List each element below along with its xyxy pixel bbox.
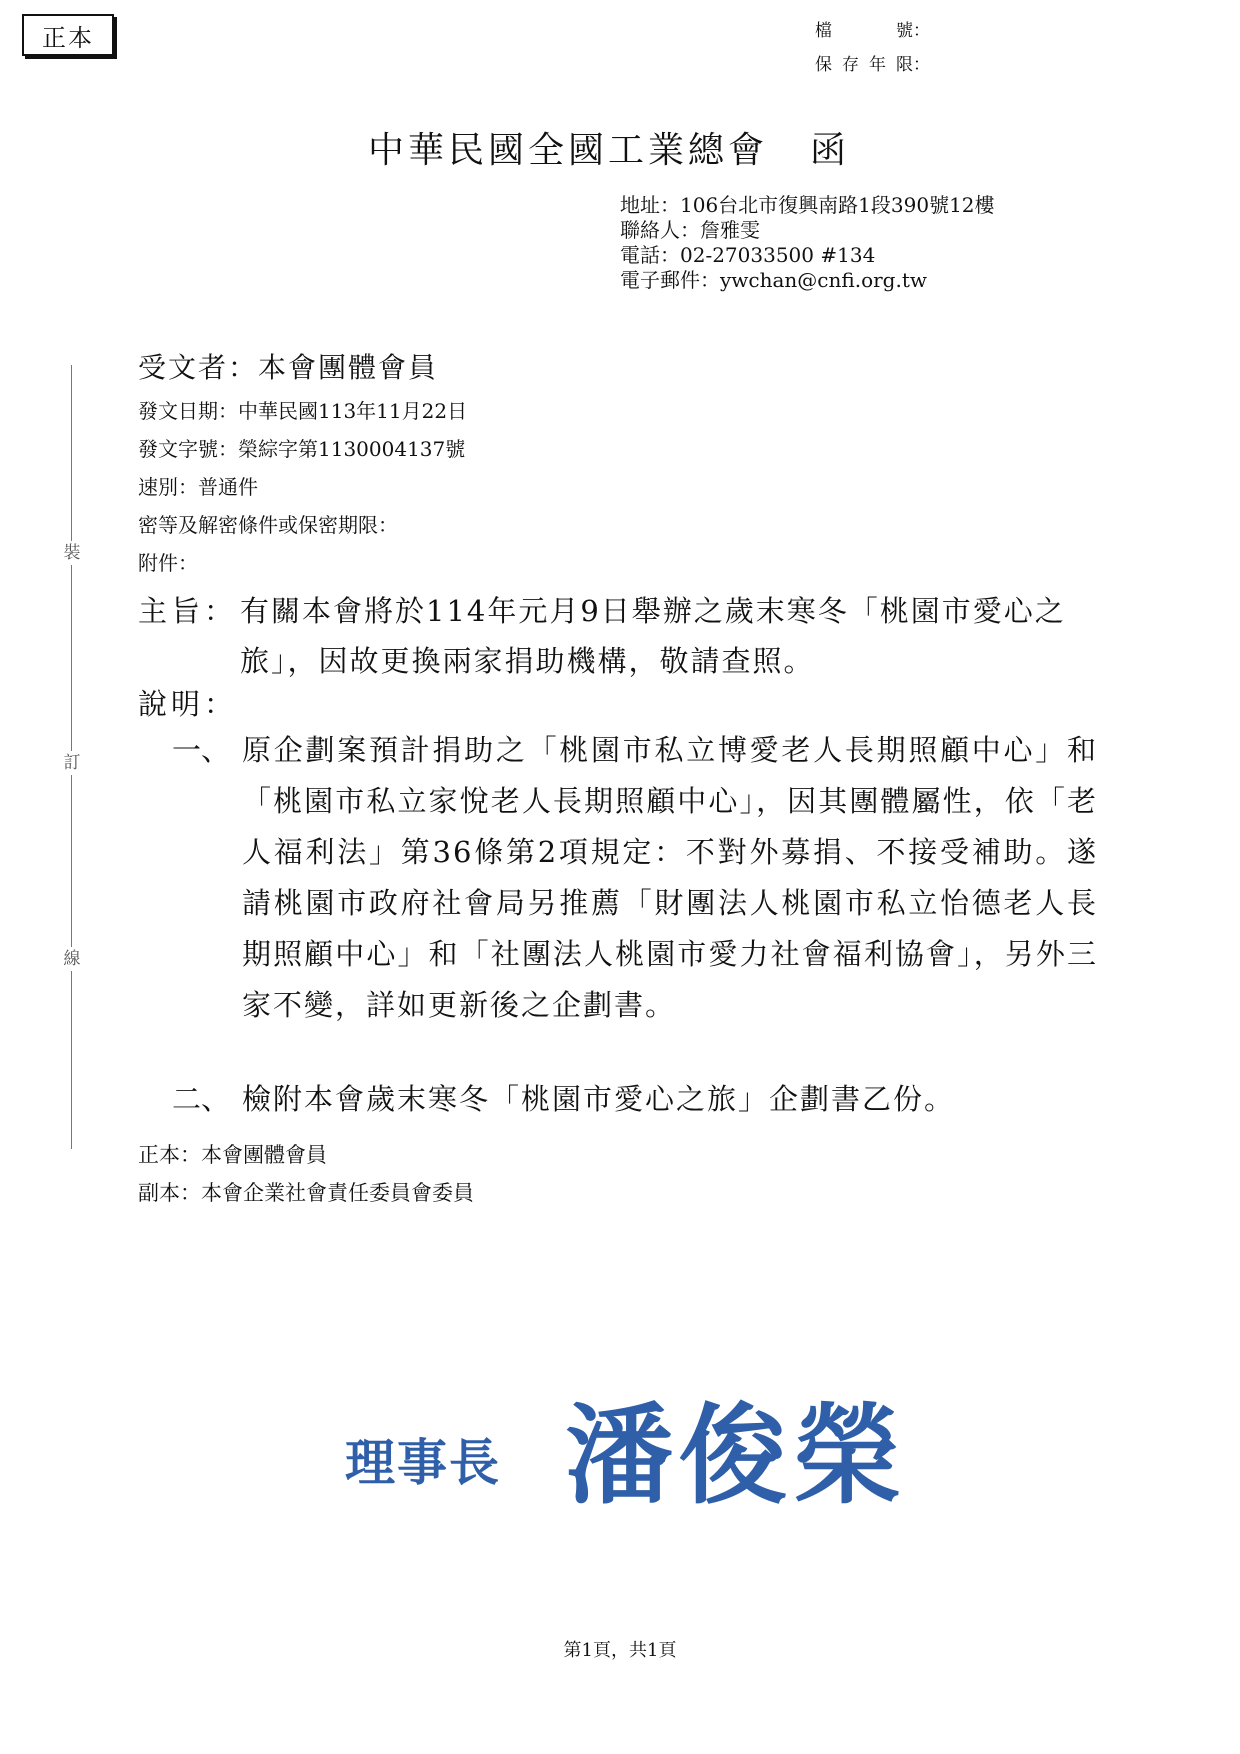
document-title <box>368 122 850 173</box>
organization-name: 中華民國全國工業總會 <box>368 130 769 171</box>
retention-period-label: 保存年限 <box>815 55 913 75</box>
file-meta: 檔 號 ： 保存年限 ： <box>815 14 933 82</box>
binding-mark-bind: 裝 <box>60 541 84 565</box>
binding-line <box>60 365 84 1149</box>
delivery-speed: 速別：普通件 <box>138 475 258 499</box>
issue-date: 發文日期：中華民國113年11月22日 <box>138 399 468 423</box>
original-copy-recipients: 正本：本會團體會員 <box>138 1143 327 1167</box>
item-text: 檢附本會歲末寒冬「桃園市愛心之旅」企劃書乙份。 <box>242 1082 956 1116</box>
document-type: 函 <box>810 130 851 171</box>
svg-text:潘俊榮: 潘俊榮 <box>564 1393 908 1515</box>
binding-mark-line: 線 <box>60 947 84 971</box>
attachments: 附件： <box>138 551 198 575</box>
duplicate-copy-recipients: 副本：本會企業社會責任委員會委員 <box>138 1181 474 1205</box>
explanation-label: 說明： <box>138 687 238 721</box>
contact-block <box>620 193 995 293</box>
subject-text: 有關本會將於114年元月9日舉辦之歲末寒冬「桃園市愛心之旅」，因故更換兩家捐助機構，敬請查照。 <box>240 594 1066 678</box>
binding-mark-staple: 訂 <box>60 751 84 775</box>
subject-label: 主旨： <box>138 594 238 628</box>
item-text: 原企劃案預計捐助之「桃園市私立博愛老人長期照顧中心」和「桃園市私立家悅老人長期照顧中心」，因其團體屬性，依「老人福利法」第36條第2項規定：不對外募捐、不接受補助。遂請桃園市政府社會局另推薦「財團法人桃園市私立怡德老人長期照顧中心」和「社團法人桃園市愛力社會福利協會」，另外三家不變，詳如更新後之企劃書。 <box>242 733 1098 1022</box>
document-meta <box>138 392 467 582</box>
subject-section <box>138 586 1098 686</box>
signature-title: 理事長 <box>345 1433 501 1492</box>
chairman-signature <box>345 1385 935 1515</box>
contact-person: 聯絡人：詹雅雯 <box>620 218 760 242</box>
security-level: 密等及解密條件或保密期限： <box>138 513 398 537</box>
file-number-label: 檔 號 <box>815 21 913 41</box>
contact-address: 地址：106台北市復興南路1段390號12樓 <box>620 193 995 217</box>
stamp-label: 正本 <box>42 23 94 52</box>
explanation-item <box>172 725 1098 1031</box>
explanation-item <box>172 1074 1098 1125</box>
contact-email: 電子郵件：ywchan@cnfi.org.tw <box>620 268 928 292</box>
contact-phone: 電話：02-27033500 #134 <box>620 243 876 267</box>
distribution-list <box>138 1136 474 1212</box>
original-copy-stamp <box>22 14 114 56</box>
document-number: 發文字號：榮綜字第1130004137號 <box>138 437 466 461</box>
signature-name-seal <box>537 1385 935 1515</box>
item-number: 二、 <box>172 1082 231 1116</box>
item-number: 一、 <box>172 733 231 767</box>
page-number: 第1頁，共1頁 <box>563 1640 677 1661</box>
recipient-line: 受文者：本會團體會員 <box>138 351 439 384</box>
